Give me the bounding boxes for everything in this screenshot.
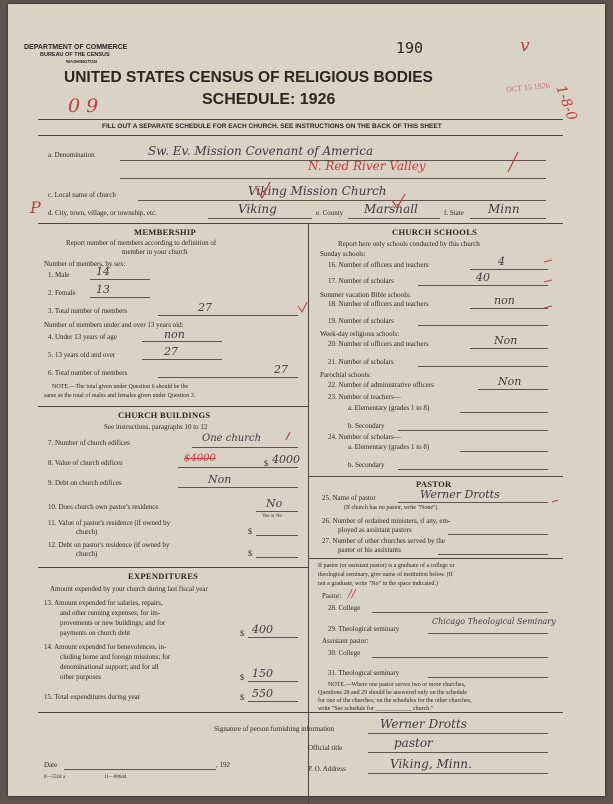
tick-district xyxy=(508,152,518,172)
q5-13andover-value: 27 xyxy=(164,345,178,358)
check-tick-local-name xyxy=(256,182,270,198)
q6-total-value: 27 xyxy=(274,363,288,376)
state-label: f. State xyxy=(444,209,464,217)
buildings-title: CHURCH BUILDINGS xyxy=(118,410,211,420)
q21-label: 21. Number of scholars xyxy=(328,358,394,366)
q26-label-1: 26. Number of ordained ministers, if any, em- xyxy=(322,517,451,525)
q24b-label: b. Secondary xyxy=(348,461,385,469)
q23a-label: a. Elementary (grades 1 to 8) xyxy=(348,404,430,412)
official-title-label: Official title xyxy=(308,744,343,752)
q27-label-1: 27. Number of other churches served by the xyxy=(322,537,445,545)
membership-subtitle-2: member in your church xyxy=(122,248,188,256)
q13-label-2: and other running expenses; for im- xyxy=(60,609,161,617)
sunday-schools-label: Sunday schools: xyxy=(320,250,366,258)
q31-label: 31. Theological seminary xyxy=(328,669,400,677)
schedule-year-title: SCHEDULE: 1926 xyxy=(202,91,336,108)
q15-value: 550 xyxy=(252,687,273,700)
pastor-note-3: for one of the churches; on the schedules for the other churches, xyxy=(318,698,472,704)
q10-residence-label: 10. Does church own pastor's residence xyxy=(48,503,159,511)
membership-title: MEMBERSHIP xyxy=(134,227,197,237)
q8-value-label: 8. Value of church edifices xyxy=(48,459,123,467)
signature-value: Werner Drotts xyxy=(380,717,467,731)
schools-title: CHURCH SCHOOLS xyxy=(392,227,478,237)
instruction-line: FILL OUT A SEPARATE SCHEDULE FOR EACH CHURCH. SEE INSTRUCTIONS ON THE BACK OF THIS SHEET xyxy=(102,123,442,130)
membership-subtitle-1: Report number of members according to definition of xyxy=(66,239,217,247)
q19-label: 19. Number of scholars xyxy=(328,317,394,325)
local-name-label: c. Local name of church xyxy=(48,191,116,199)
q2-female-value: 13 xyxy=(96,283,110,296)
q15-dollar-sign: $ xyxy=(240,693,244,702)
red-annotation-marks xyxy=(8,4,605,796)
q17-value: 40 xyxy=(476,271,490,284)
denomination-value: Sw. Ev. Mission Covenant of America xyxy=(148,144,374,158)
q14-label-3: denominational support; and for all xyxy=(60,663,159,671)
q14-label-4: other purposes xyxy=(60,673,102,681)
q12-label-1: 12. Debt on pastor's residence (if owned by xyxy=(48,541,170,549)
membership-note-1: NOTE.—The total given under Question 6 should be the xyxy=(52,384,189,390)
county-value: Marshall xyxy=(364,202,418,216)
local-name-value: Viking Mission Church xyxy=(248,184,387,198)
q16-label: 16. Number of officers and teachers xyxy=(328,261,429,269)
q4-under13-value: non xyxy=(164,328,185,341)
signature-label: Signature of person furnishing information xyxy=(214,725,335,733)
q20-label: 20. Number of officers and teachers xyxy=(328,340,429,348)
q25-hint: (If church has no pastor, write "None") xyxy=(344,505,438,511)
department-label: DEPARTMENT OF COMMERCE xyxy=(24,44,128,51)
q27-label-2: pastor or his assistants xyxy=(338,546,401,554)
q5-13andover-label: 5. 13 years old and over xyxy=(48,351,116,359)
schools-subtitle: Report here only schools conducted by this church xyxy=(338,240,480,248)
expenditures-title: EXPENDITURES xyxy=(128,571,199,581)
dash-q18 xyxy=(544,306,552,308)
q2-female-label: 2. Female xyxy=(48,289,76,297)
q8-dollar-sign: $ xyxy=(264,459,268,468)
date-label: Date xyxy=(44,761,58,769)
pastor-check-mark: // xyxy=(348,587,356,600)
q8-struck-value: $4000 xyxy=(184,453,216,464)
q30-label: 30. College xyxy=(328,649,361,657)
q23-label: 23. Number of teachers— xyxy=(328,393,401,401)
q9-debt-value: Non xyxy=(208,473,232,486)
q25-value: Werner Drotts xyxy=(420,488,500,501)
q17-label: 17. Number of scholars xyxy=(328,277,394,285)
q3-total-value: 27 xyxy=(198,301,212,314)
schedule-number: 190 xyxy=(396,39,424,57)
date-year: , 192 xyxy=(216,761,230,769)
form-number: 8—5518 a xyxy=(44,775,65,780)
q10-hint: Yes or No xyxy=(262,514,283,519)
received-stamp: OCT 15 1926 xyxy=(505,80,551,95)
dash-q16 xyxy=(544,260,552,262)
q26-label-2: ployed as assistant pastors xyxy=(338,526,412,534)
weekday-schools-label: Week-day religious schools: xyxy=(320,330,400,338)
q14-label-1: 14. Amount expended for benevolences, in- xyxy=(44,643,167,651)
official-title-value: pastor xyxy=(394,736,433,750)
form-title: UNITED STATES CENSUS OF RELIGIOUS BODIES xyxy=(64,69,433,86)
q18-value: non xyxy=(494,294,515,307)
education-instruction-1: If pastor (or assistant pastor) is a graduate of a college or xyxy=(318,563,455,569)
q15-label: 15. Total expenditures during year xyxy=(44,693,140,701)
check-mark-top: v xyxy=(520,36,530,56)
pastor-note-4: write "See schedule for ____________ church." xyxy=(318,706,434,712)
q22-label: 22. Number of administrative officers xyxy=(328,381,434,389)
q7-edifices-label: 7. Number of church edifices xyxy=(48,439,130,447)
members-by-sex-label: Number of members, by sex: xyxy=(44,260,126,268)
dash-q17 xyxy=(544,280,552,282)
q13-label-4: payments on church debt xyxy=(60,629,131,637)
state-value: Minn xyxy=(488,202,520,216)
census-schedule-sheet xyxy=(8,4,605,796)
q23b-label: b. Secondary xyxy=(348,422,385,430)
city-label: d. City, town, village, or township, etc. xyxy=(48,209,157,217)
q29-label: 29. Theological seminary xyxy=(328,625,400,633)
education-instruction-2: theological seminary, give name of institution below. (If xyxy=(318,572,453,578)
denomination-label: a. Denomination xyxy=(48,151,95,159)
county-label: e. County xyxy=(316,209,344,217)
check-tick-county xyxy=(392,194,405,208)
pastor-note-1: NOTE.—Where one pastor serves two or more churches, xyxy=(328,682,466,688)
q20-value: Non xyxy=(494,334,518,347)
form-number-2: 11—00644 xyxy=(104,775,127,780)
washington-label: WASHINGTON xyxy=(66,59,97,64)
q11-label-1: 11. Value of pastor's residence (if owned by xyxy=(48,519,171,527)
q13-label-1: 13. Amount expended for salaries, repairs, xyxy=(44,599,163,607)
po-address-value: Viking, Minn. xyxy=(390,757,472,771)
q10-residence-value: No xyxy=(266,497,283,510)
q12-dollar-sign: $ xyxy=(248,549,252,558)
q3-total-label: 3. Total number of members xyxy=(48,307,128,315)
buildings-subtitle: See instructions, paragraphs 10 to 12 xyxy=(104,423,208,431)
education-instruction-3: not a graduate, write "No" in the space indicated.) xyxy=(318,581,438,587)
q7-edifices-value: One church xyxy=(202,433,262,444)
q18-label: 18. Number of officers and teachers xyxy=(328,300,429,308)
parochial-schools-label: Parochial schools: xyxy=(320,371,372,379)
q1-male-label: 1. Male xyxy=(48,271,70,279)
q16-value: 4 xyxy=(498,255,505,268)
pastor-title: PASTOR xyxy=(416,479,452,489)
q22-value: Non xyxy=(498,375,522,388)
q11-dollar-sign: $ xyxy=(248,527,252,536)
dash-q25 xyxy=(552,500,558,502)
q25-label: 25. Name of pastor xyxy=(322,494,376,502)
q13-value: 400 xyxy=(252,623,273,636)
q1-male-value: 14 xyxy=(96,265,110,278)
bureau-label: BUREAU OF THE CENSUS xyxy=(40,52,110,58)
margin-mark-left: 0 9 xyxy=(68,95,99,117)
q11-label-2: church) xyxy=(76,528,98,536)
q28-label: 28. College xyxy=(328,604,361,612)
q13-label-3: provements or new buildings; and for xyxy=(60,619,166,627)
q29-value: Chicago Theological Seminary xyxy=(432,617,556,626)
age-group-label: Number of members under and over 13 years old: xyxy=(44,321,184,329)
q14-dollar-sign: $ xyxy=(240,673,244,682)
dash-q7 xyxy=(286,432,290,440)
q24-label: 24. Number of scholars— xyxy=(328,433,401,441)
margin-mark-right: 1-8-0 xyxy=(552,83,580,123)
q6-total-label: 6. Total number of members xyxy=(48,369,128,377)
check-tick-q3 xyxy=(298,302,307,312)
margin-mark-p: P xyxy=(30,198,41,217)
q14-value: 150 xyxy=(252,667,273,680)
assistant-education-label: Assistant pastor: xyxy=(322,637,369,645)
city-value: Viking xyxy=(238,202,277,216)
summer-schools-label: Summer vacation Bible schools: xyxy=(320,291,411,299)
q24a-label: a. Elementary (grades 1 to 8) xyxy=(348,443,430,451)
pastor-note-2: Questions 28 and 29 should be answered only on the schedule xyxy=(318,690,467,696)
district-value: N. Red River Valley xyxy=(308,159,426,173)
po-address-label: P. O. Address xyxy=(308,765,346,773)
q8-value: 4000 xyxy=(272,453,300,466)
membership-note-2: same as the total of males and females given under Question 3. xyxy=(44,393,196,399)
q9-debt-label: 9. Debt on church edifices xyxy=(48,479,122,487)
q12-label-2: church) xyxy=(76,550,98,558)
q13-dollar-sign: $ xyxy=(240,629,244,638)
pastor-education-label: Pastor: xyxy=(322,592,342,600)
q14-label-2: cluding home and foreign missions; for xyxy=(60,653,171,661)
expenditures-subtitle: Amount expended by your church during last fiscal year xyxy=(50,585,208,593)
q4-under13-label: 4. Under 13 years of age xyxy=(48,333,117,341)
